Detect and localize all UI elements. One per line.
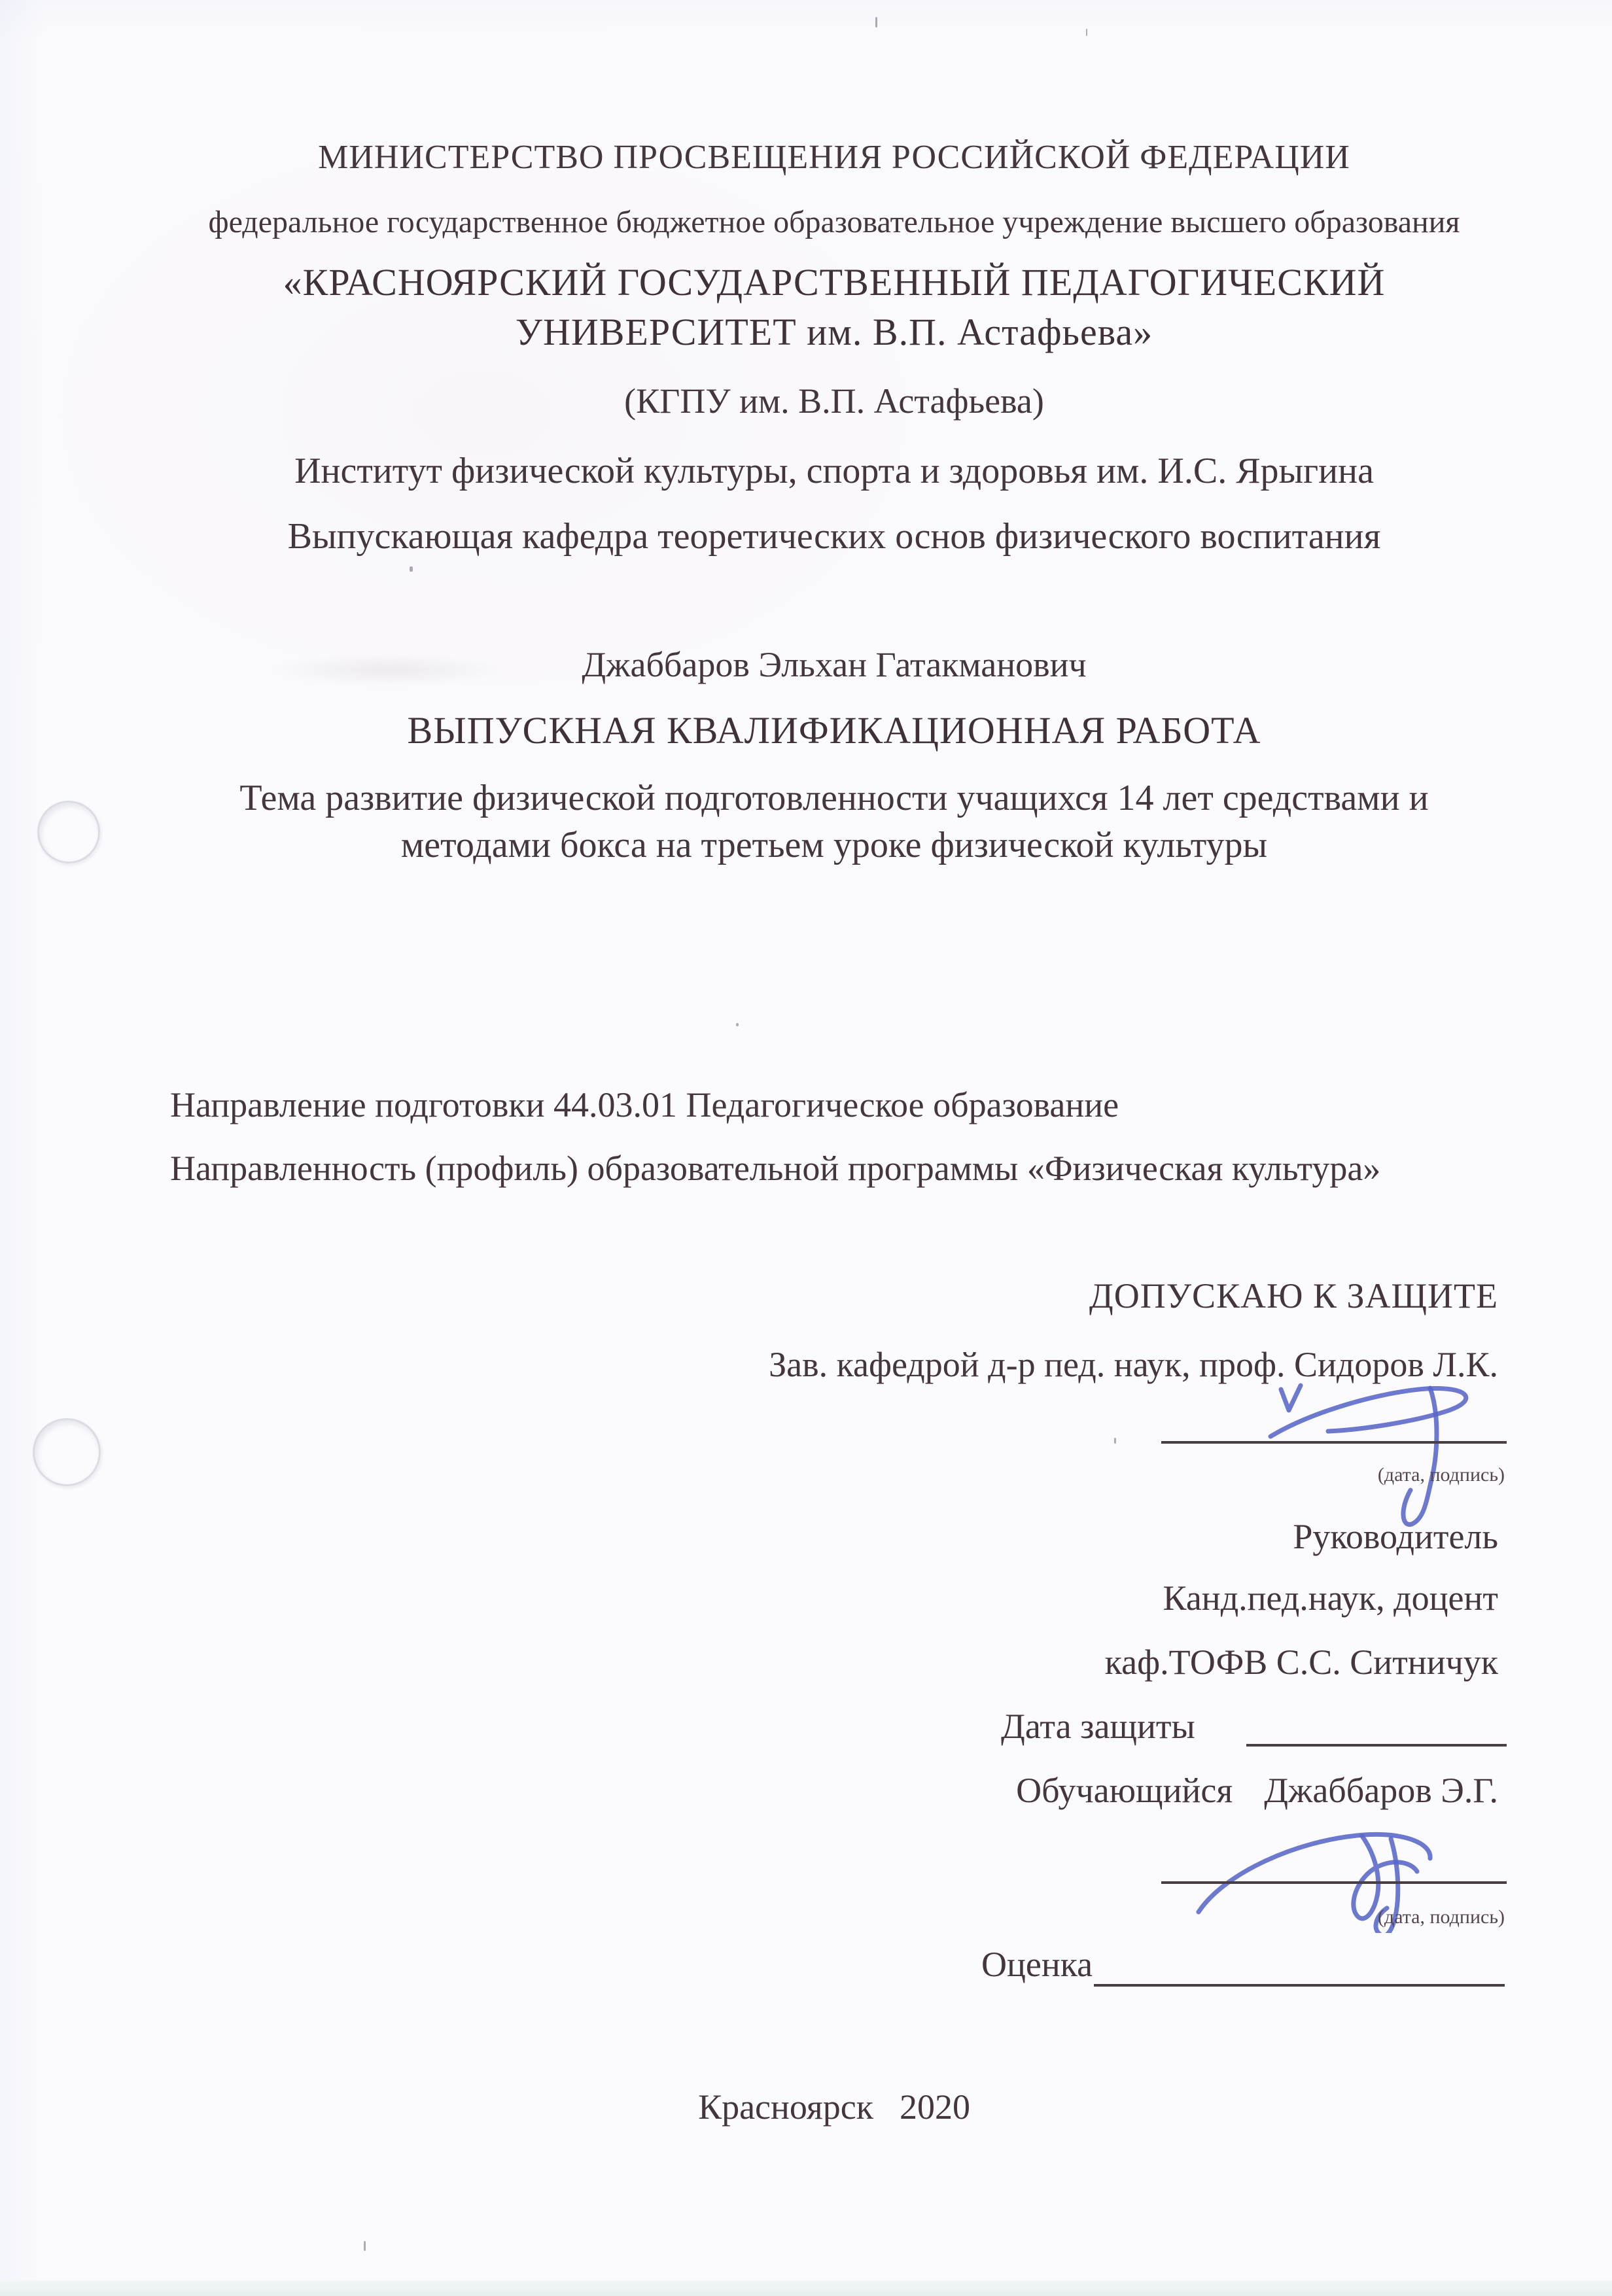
defense-date-label: Дата защиты [1001,1707,1195,1746]
student-signature-line [1161,1881,1507,1884]
university-abbreviation: (КГПУ им. В.П. Астафьева) [624,381,1044,421]
date-sign-caption-1: (дата, подпись) [1377,1464,1505,1486]
date-sign-caption-2: (дата, подпись) [1377,1906,1505,1928]
university-name-line2: УНИВЕРСИТЕТ им. В.П. Астафьева» [515,311,1153,353]
scan-speck [875,17,877,27]
work-type-heading: ВЫПУСКНАЯ КВАЛИФИКАЦИОННАЯ РАБОТА [407,709,1261,752]
supervisor-degree: Канд.пед.наук, доцент [1163,1578,1498,1618]
scan-speck [410,566,413,572]
university-name-line1: «КРАСНОЯРСКИЙ ГОСУДАРСТВЕННЫЙ ПЕДАГОГИЧЕСКИЙ [283,261,1386,304]
student-short-name: Джаббаров Э.Г. [1264,1771,1498,1810]
approval-head-line: Зав. кафедрой д-р пед. наук, проф. Сидоров Л.К. [769,1345,1498,1384]
supervisor-label: Руководитель [1293,1517,1498,1556]
signature-stroke [1403,1388,1437,1525]
hole-punch-shadow-bottom [33,1418,101,1486]
founder-type-line: федеральное государственное бюджетное образовательное учреждение высшего образования [208,205,1460,239]
topic-line2: методами бокса на третьем уроке физической культуры [400,825,1268,865]
city-label: Красноярск [698,2087,873,2127]
grade-label: Оценка [981,1945,1093,1984]
topic-line1: Тема развитие физической подготовленности учащихся 14 лет средствами и [239,778,1429,818]
department-line: Выпускающая кафедра теоретических основ физического воспитания [287,516,1381,557]
approval-title: ДОПУСКАЮ К ЗАЩИТЕ [1089,1276,1498,1315]
ministry-heading: МИНИСТЕРСТВО ПРОСВЕЩЕНИЯ РОССИЙСКОЙ ФЕДЕРАЦИИ [318,139,1350,176]
scan-speck [364,2241,366,2251]
hole-punch-shadow-top [37,801,100,863]
head-signature [1263,1380,1518,1531]
scan-speck [736,1023,739,1026]
institute-line: Институт физической культуры, спорта и здоровья им. И.С. Ярыгина [294,451,1374,491]
profile-line: Направленность (профиль) образовательной программы «Физическая культура» [170,1149,1381,1188]
author-name: Джаббаров Эльхан Гатакманович [582,645,1087,684]
supervisor-name: каф.ТОФВ С.С. Ситничук [1104,1643,1498,1682]
scan-speck [1086,29,1087,36]
defense-date-line [1246,1744,1507,1747]
scan-speck [1114,1438,1116,1444]
head-signature-line [1161,1441,1507,1444]
grade-line [1094,1984,1505,1987]
signature-stroke [1281,1385,1301,1410]
year-label: 2020 [899,2087,970,2127]
student-label: Обучающийся [1016,1771,1233,1810]
scanner-edge-strip [0,2280,1612,2296]
direction-line: Направление подготовки 44.03.01 Педагогическое образование [170,1085,1119,1124]
city-year-row [170,2087,1498,2127]
